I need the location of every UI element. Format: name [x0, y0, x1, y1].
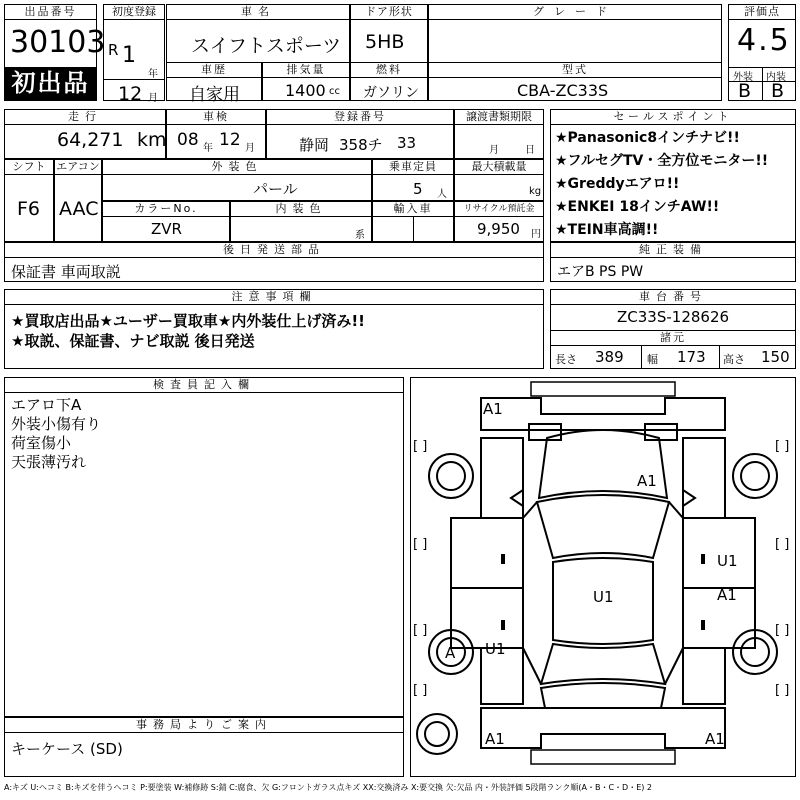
sales-point-item: ★Greddyエアロ!!	[555, 176, 680, 192]
office-box	[4, 717, 404, 777]
history-label: 車歴	[167, 63, 261, 78]
later-parts-value: 保証書 車両取説	[11, 263, 121, 281]
mileage-value: 64,271	[57, 129, 124, 151]
first-registration-box	[103, 4, 165, 105]
fuel-value: ガソリン	[363, 85, 419, 101]
displacement-label: 排気量	[263, 63, 349, 78]
model-value: CBA-ZC33S	[517, 81, 609, 100]
first-reg-label: 初度登録	[104, 5, 164, 20]
specs-label: 諸元	[551, 330, 795, 346]
caution-line: ★取説、保証書、ナビ取説 後日発送	[11, 332, 255, 350]
damage-mark: U1	[717, 552, 738, 570]
sales-point-item: ★フルセグTV・全方位モニター!!	[555, 153, 769, 169]
inspection-box	[166, 109, 266, 159]
lot-number: 30103	[10, 25, 106, 60]
interior-grade: B	[771, 80, 785, 102]
score-label: 評価点	[729, 5, 795, 20]
plate-label: 登録番号	[267, 110, 453, 125]
door-box	[350, 4, 428, 63]
int-color-unit: 系	[355, 230, 365, 241]
damage-mark: A1	[637, 472, 657, 490]
inspector-label: 検査員記入欄	[5, 378, 403, 393]
grade-label: グレード	[429, 5, 721, 20]
bracket-mark: [ ]	[413, 623, 428, 638]
damage-mark: A1	[485, 730, 505, 748]
first-reg-year: 1	[122, 43, 136, 68]
caution-box	[4, 289, 544, 369]
aircon-box	[54, 159, 102, 242]
model-label: 型式	[429, 63, 721, 78]
era: R	[108, 41, 119, 59]
mileage-box	[4, 109, 166, 159]
mileage-unit: km	[137, 129, 167, 151]
first-reg-month: 12	[118, 83, 143, 105]
bracket-mark: [ ]	[413, 537, 428, 552]
plate-box	[266, 109, 454, 159]
bracket-mark: [ ]	[775, 537, 790, 552]
fuel-box	[350, 62, 428, 101]
inspector-box	[4, 377, 404, 717]
inspector-line: 荷室傷小	[11, 434, 72, 452]
recycle-unit: 円	[531, 229, 541, 240]
inspection-month-unit: 月	[245, 143, 255, 154]
displacement-unit: cc	[329, 86, 340, 97]
first-listing-badge: 初出品	[5, 67, 96, 100]
chassis-number: ZC33S-128626	[617, 308, 730, 326]
displacement-value: 1400	[285, 81, 326, 100]
score-box	[728, 4, 796, 101]
month-unit: 月	[148, 93, 158, 104]
damage-mark: A1	[705, 730, 725, 748]
exterior-label: 外装	[733, 72, 753, 83]
recycle-label: リサイクル預託金	[455, 202, 543, 217]
chassis-box	[550, 289, 796, 369]
recycle-value: 9,950	[477, 220, 520, 238]
fuel-label: 燃料	[351, 63, 427, 78]
bracket-mark: [ ]	[775, 439, 790, 454]
sales-point-item: ★Panasonic8インチナビ!!	[555, 130, 740, 146]
equipment-value: エアB PS PW	[557, 264, 644, 280]
max-load-label: 最大積載量	[455, 160, 543, 175]
equipment-label: 純正装備	[551, 243, 795, 258]
interior-label: 内装	[766, 72, 786, 83]
grade-box	[428, 4, 722, 63]
transfer-label: 譲渡書類期限	[455, 110, 543, 125]
color-no-label: カラーNo.	[103, 202, 229, 217]
plate-class: 358チ	[339, 136, 383, 154]
height-label: 高さ	[723, 353, 745, 366]
transfer-box	[454, 109, 544, 159]
capacity-box	[372, 159, 454, 201]
shift-box	[4, 159, 54, 242]
width-label: 幅	[647, 353, 658, 366]
bracket-mark: [ ]	[413, 439, 428, 454]
plate-region: 静岡	[299, 136, 330, 154]
shift-label: シフト	[5, 160, 53, 175]
inspector-line: エアロ下A	[11, 396, 82, 414]
sales-point-item: ★TEIN車高調!!	[555, 222, 659, 238]
damage-mark: A	[445, 644, 456, 662]
capacity-unit: 人	[437, 189, 447, 200]
aircon-value: AAC	[59, 198, 99, 220]
later-parts-label: 後日発送部品	[5, 243, 543, 258]
door-type: 5HB	[365, 31, 405, 53]
car-name-box	[166, 4, 350, 63]
year-unit: 年	[148, 69, 158, 80]
height-value: 150	[761, 348, 790, 366]
score-value: 4.5	[737, 23, 791, 58]
transfer-month-unit: 月	[489, 145, 499, 156]
damage-mark: U1	[485, 640, 506, 658]
sales-points-label: セールスポイント	[551, 110, 795, 125]
import-box	[372, 201, 454, 242]
car-outline-svg	[411, 378, 795, 776]
legend-text: A:キズ U:ヘコミ B:キズを伴うヘコミ P:要塗装 W:補修跡 S:錆 C:腐食、欠 G:フロントガラス点キズ XX:交換済み X:要交換 欠:欠品 内・外装評価 5段階ランク順(A・B・C・D・E) 2	[4, 783, 653, 792]
mileage-label: 走行	[5, 110, 165, 125]
width-value: 173	[677, 348, 706, 366]
office-label: 事務局よりご案内	[5, 718, 403, 733]
max-load-box	[454, 159, 544, 201]
inspector-line: 天張薄汚れ	[11, 453, 87, 471]
model-box	[428, 62, 722, 101]
office-value: キーケース (SD)	[11, 740, 123, 758]
recycle-box	[454, 201, 544, 242]
car-damage-diagram	[410, 377, 796, 777]
equipment-box	[550, 242, 796, 282]
inspection-year-unit: 年	[203, 143, 213, 154]
transfer-day-unit: 日	[525, 145, 535, 156]
lot-label: 出品番号	[5, 5, 96, 20]
bracket-mark: [ ]	[413, 683, 428, 698]
door-label: ドア形状	[351, 5, 427, 20]
ext-color-value: パール	[253, 180, 298, 198]
import-label: 輸入車	[373, 202, 453, 217]
length-label: 長さ	[555, 353, 577, 366]
shift-value: F6	[17, 198, 41, 220]
aircon-label: エアコン	[56, 160, 100, 173]
damage-mark: U1	[593, 588, 614, 606]
caution-line: ★買取店出品★ユーザー買取車★内外装仕上げ済み!!	[11, 312, 366, 330]
int-color-box	[230, 201, 372, 242]
sales-point-item: ★ENKEI 18インチAW!!	[555, 199, 720, 215]
chassis-label: 車台番号	[551, 290, 795, 305]
max-load-unit: kg	[529, 186, 542, 197]
history-value: 自家用	[189, 85, 240, 105]
displacement-box	[262, 62, 350, 101]
capacity-value: 5	[413, 180, 423, 198]
sales-points-box	[550, 109, 796, 242]
bracket-mark: [ ]	[775, 683, 790, 698]
inspection-year: 08	[177, 130, 199, 150]
car-name-label: 車名	[167, 5, 349, 20]
exterior-grade: B	[738, 80, 752, 102]
plate-number: 33	[397, 134, 417, 152]
inspection-month: 12	[219, 130, 241, 150]
capacity-label: 乗車定員	[373, 160, 453, 175]
int-color-label: 内装色	[231, 202, 371, 217]
ext-color-label: 外装色	[103, 160, 371, 175]
inspection-label: 車検	[167, 110, 265, 125]
damage-mark: A1	[717, 586, 737, 604]
caution-label: 注意事項欄	[5, 290, 543, 305]
history-box	[166, 62, 262, 105]
bracket-mark: [ ]	[775, 623, 790, 638]
ext-color-box	[102, 159, 372, 201]
damage-mark: A1	[483, 400, 503, 418]
color-no-value: ZVR	[151, 220, 182, 238]
later-parts-box	[4, 242, 544, 282]
color-no-box	[102, 201, 230, 242]
length-value: 389	[595, 348, 624, 366]
car-name: スイフトスポーツ	[191, 35, 342, 57]
inspector-line: 外装小傷有り	[11, 415, 102, 433]
